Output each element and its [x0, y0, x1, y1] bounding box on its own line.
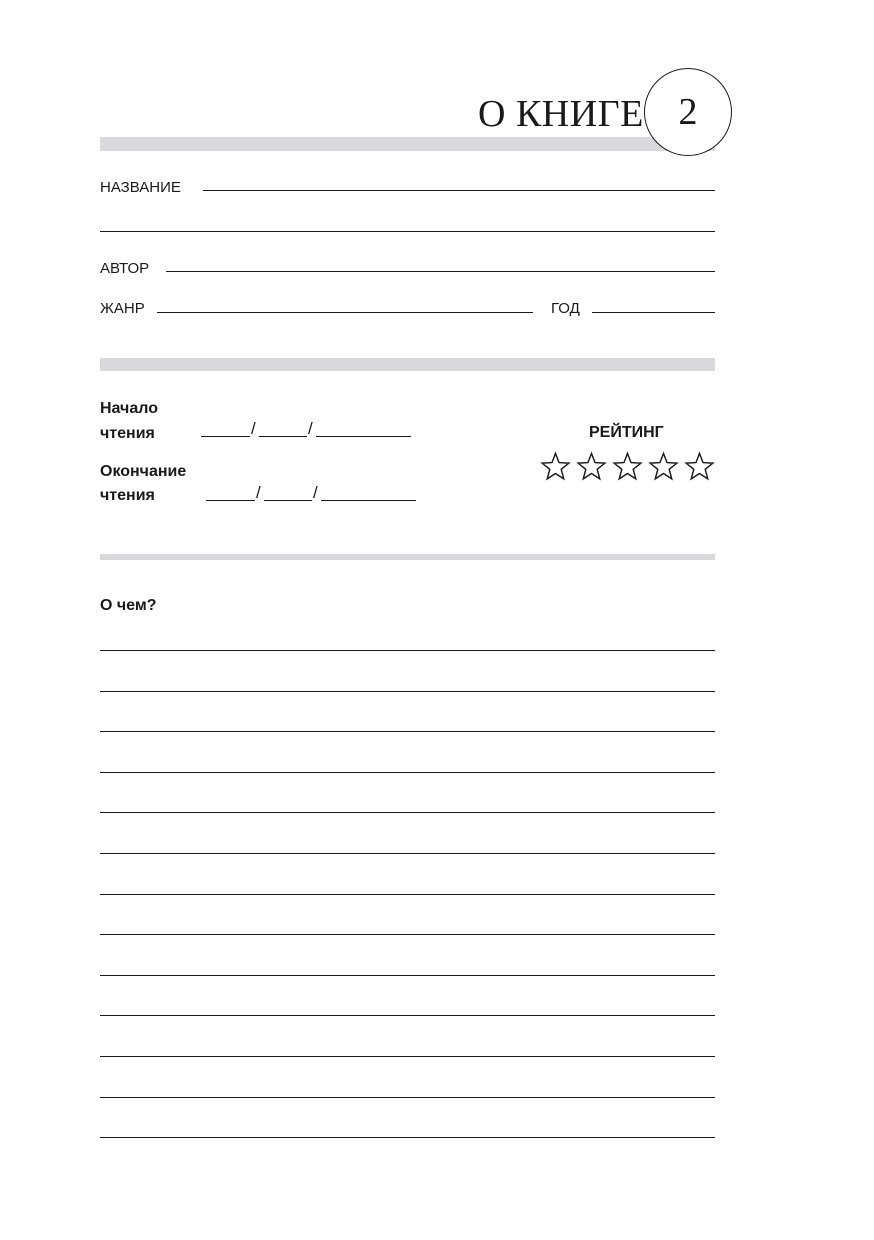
summary-label: О чем? [100, 597, 157, 614]
star-outline-icon[interactable] [540, 451, 571, 482]
summary-writing-line[interactable] [100, 894, 715, 895]
start-day-line[interactable] [201, 436, 250, 437]
summary-writing-line[interactable] [100, 1056, 715, 1057]
start-year-line[interactable] [316, 436, 411, 437]
summary-writing-line[interactable] [100, 731, 715, 732]
section-divider-bar [100, 358, 715, 371]
summary-writing-line[interactable] [100, 1137, 715, 1138]
page-title: О КНИГЕ [478, 93, 644, 135]
star-outline-icon[interactable] [684, 451, 715, 482]
page-number-badge: 2 [644, 68, 732, 156]
summary-writing-line[interactable] [100, 853, 715, 854]
date-separator: / [308, 419, 313, 438]
year-field-label: ГОД [551, 300, 580, 317]
end-month-line[interactable] [264, 500, 312, 501]
summary-writing-line[interactable] [100, 1015, 715, 1016]
date-separator: / [313, 483, 318, 502]
summary-writing-line[interactable] [100, 1097, 715, 1098]
header-divider-bar [100, 137, 715, 151]
summary-writing-line[interactable] [100, 975, 715, 976]
start-reading-label: Начало [100, 400, 158, 417]
title-field-line-2[interactable] [100, 231, 715, 232]
title-field-label: НАЗВАНИЕ [100, 179, 181, 196]
date-separator: / [256, 483, 261, 502]
genre-field-line[interactable] [157, 312, 533, 313]
author-field-line[interactable] [166, 271, 715, 272]
genre-field-label: ЖАНР [100, 300, 145, 317]
author-field-label: АВТОР [100, 260, 150, 277]
date-separator: / [251, 419, 256, 438]
end-reading-label: Окончание [100, 463, 187, 480]
summary-writing-line[interactable] [100, 934, 715, 935]
end-reading-label-2: чтения [100, 487, 155, 504]
rating-stars [540, 451, 720, 484]
section-divider-bar-2 [100, 554, 715, 560]
summary-writing-line[interactable] [100, 650, 715, 651]
start-month-line[interactable] [259, 436, 307, 437]
star-outline-icon[interactable] [612, 451, 643, 482]
end-day-line[interactable] [206, 500, 255, 501]
summary-writing-line[interactable] [100, 812, 715, 813]
summary-writing-line[interactable] [100, 772, 715, 773]
year-field-line[interactable] [592, 312, 715, 313]
rating-label: РЕЙТИНГ [589, 424, 664, 441]
start-reading-label-2: чтения [100, 425, 155, 442]
summary-writing-line[interactable] [100, 691, 715, 692]
star-outline-icon[interactable] [648, 451, 679, 482]
end-year-line[interactable] [321, 500, 416, 501]
star-outline-icon[interactable] [576, 451, 607, 482]
title-field-line[interactable] [203, 190, 715, 191]
